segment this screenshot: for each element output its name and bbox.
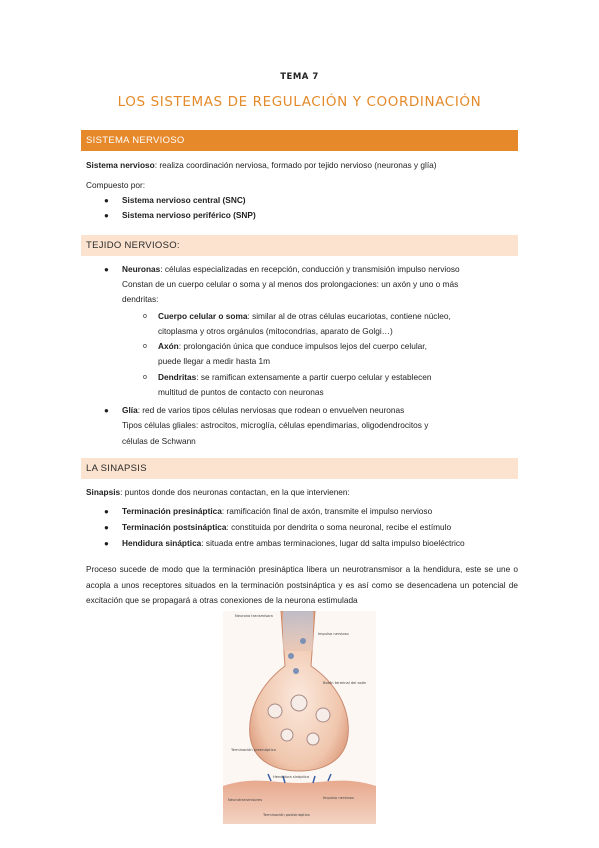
bullet-icon: ● xyxy=(104,406,109,415)
page-title: LOS SISTEMAS DE REGULACIÓN Y COORDINACIÓN xyxy=(117,94,482,110)
section-heading-tejido-nervioso: TEJIDO NERVIOSO: xyxy=(81,235,518,256)
sub-item-cuerpo: Cuerpo celular o soma: similar al de otras células eucariotas, contiene núcleo, xyxy=(158,311,451,321)
section-heading-sistema-nervioso: SISTEMA NERVIOSO xyxy=(81,130,518,151)
synapse-illustration xyxy=(223,611,376,824)
bullet-icon: ● xyxy=(104,539,109,548)
label-terminacion-presinaptica: Terminación presináptica xyxy=(231,748,276,752)
term: Sistema nervioso xyxy=(86,160,155,170)
neuronas-line-2: Constan de un cuerpo celular o soma y al menos dos prolongaciones: un axón y uno o más xyxy=(122,279,459,289)
compuesto-label: Compuesto por: xyxy=(86,180,146,190)
definition-sinapsis: Sinapsis: puntos donde dos neuronas contactan, en la que intervienen: xyxy=(86,487,350,497)
bullet-icon: ● xyxy=(104,196,109,205)
circle-bullet-icon: o xyxy=(143,313,147,320)
bullet-icon: ● xyxy=(104,507,109,516)
list-item-snp: Sistema nervioso periférico (SNP) xyxy=(122,210,256,220)
glia-line-2: Tipos células gliales: astrocitos, microglía, células ependimarias, oligodendrocitos y xyxy=(122,420,429,430)
body-paragraph: Proceso sucede de modo que la terminación presináptica libera un neurotransmisor a la hendidura, este se une o acopla a unos receptores situados en la terminación postsináptica y es así como se desencadena un potencial de excitación que se propagará a otras conexiones de la neurona estimulada xyxy=(86,564,518,605)
glia-line-3: células de Schwann xyxy=(122,436,196,446)
sub-item-axon-line-2: puede llegar a medir hasta 1m xyxy=(158,356,271,366)
list-item-hendidura: Hendidura sináptica: situada entre ambas terminaciones, lugar dd salta impulso bioeléctrico xyxy=(122,538,465,548)
neuronas-line-3: dendritas: xyxy=(122,294,159,304)
label-terminacion-postsinaptica: Terminación postsináptica xyxy=(263,813,310,817)
list-item-postsinaptica: Terminación postsináptica: constituida por dendrita o soma neuronal, recibe el estímulo xyxy=(122,522,452,532)
label-impulso-nervioso-bottom: Impulso nervioso xyxy=(323,796,354,800)
circle-bullet-icon: o xyxy=(143,343,147,350)
section-heading-sinapsis: LA SINAPSIS xyxy=(81,458,518,479)
label-hendidura: Hendidura sináptica xyxy=(273,775,310,779)
list-item-glia: Glía: red de varios tipos células nerviosas que rodean o envuelven neuronas xyxy=(122,405,405,415)
definition-text: : realiza coordinación nerviosa, formado por tejido nervioso (neuronas y glía) xyxy=(154,160,437,170)
sub-item-cuerpo-line-2: citoplasma y otros orgánulos (mitocondrias, aparato de Golgi…) xyxy=(158,326,393,336)
list-item-presinaptica: Terminación presináptica: ramificación final de axón, transmite el impulso nervioso xyxy=(122,506,433,516)
label-neurona-transmisora: Neurona transmisora xyxy=(235,614,273,618)
topic-number: TEMA 7 xyxy=(280,72,319,82)
sub-item-dendritas-line-2: multitud de puntos de contacto con neuronas xyxy=(158,387,324,397)
sub-item-dendritas: Dendritas: se ramifican extensamente a partir cuerpo celular y establecen xyxy=(158,372,432,382)
sub-item-axon: Axón: prolongación única que conduce impulsos lejos del cuerpo celular, xyxy=(158,341,427,351)
label-boton-terminal: Botón terminal del axón xyxy=(323,681,367,685)
label-neurotransmisores: Neurotransmisores xyxy=(228,798,263,802)
bullet-icon: ● xyxy=(104,265,109,274)
label-impulso-nervioso: Impulso nervioso xyxy=(318,632,349,636)
bullet-icon: ● xyxy=(104,523,109,532)
definition-sistema-nervioso xyxy=(86,160,437,171)
bullet-icon: ● xyxy=(104,211,109,220)
list-item-snc: Sistema nervioso central (SNC) xyxy=(122,195,246,205)
list-item-neuronas: Neuronas: células especializadas en recepción, conducción y transmisión impulso nervioso xyxy=(122,264,460,274)
circle-bullet-icon: o xyxy=(143,374,147,381)
